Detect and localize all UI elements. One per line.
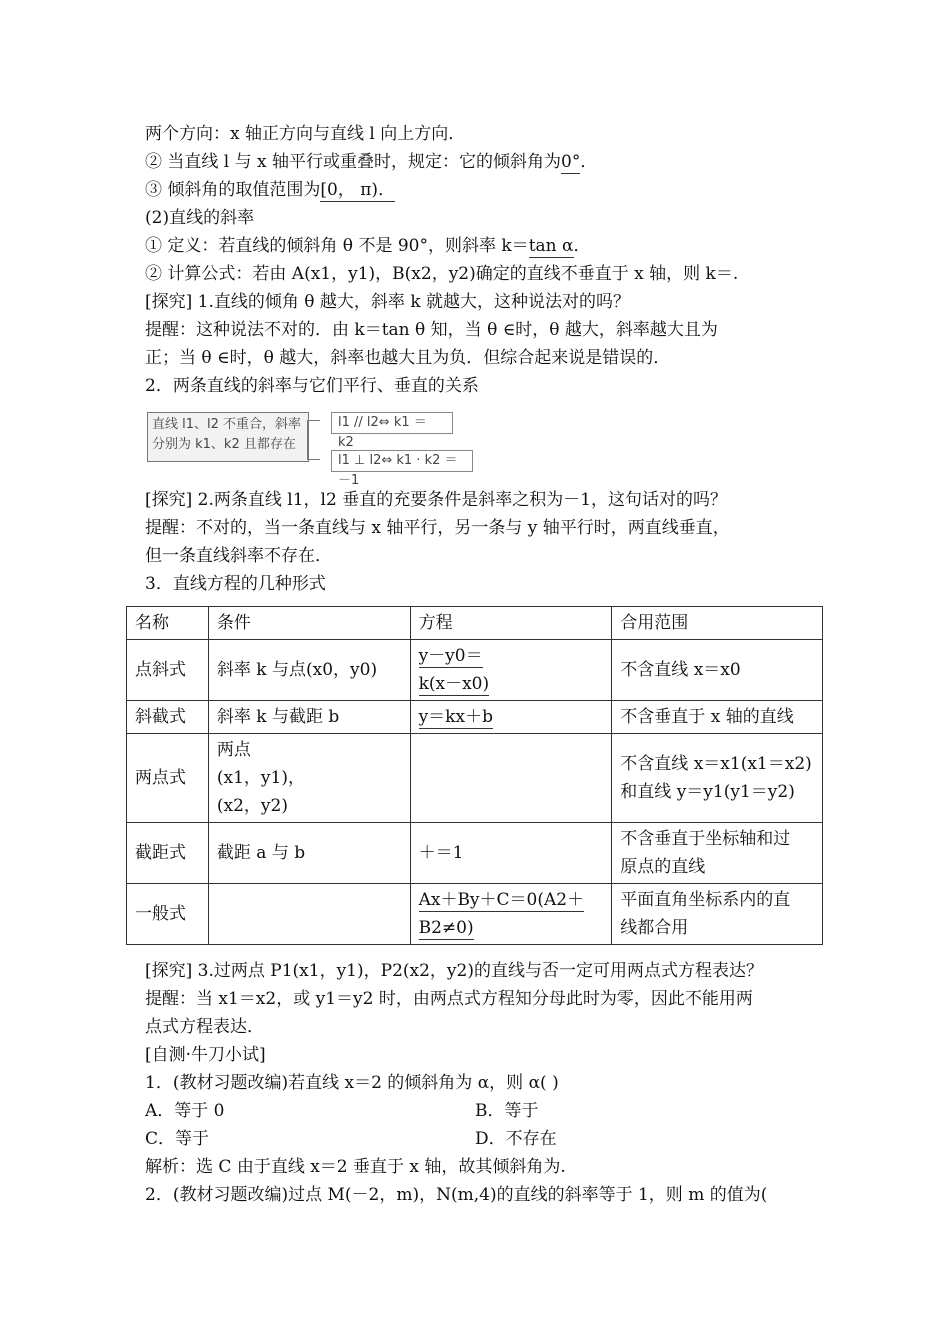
explore-question: [探究] 3.过两点 P1(x1，y1)，P2(x2，y2)的直线与否一定可用两点式方程表达？ [145, 961, 763, 981]
hint-text: 正；当 θ ∈时，θ 越大，斜率也越大且为负．但综合起来说是错误的． [145, 348, 671, 368]
option-a: A．等于 0 [145, 1101, 225, 1121]
table-header: 条件 [208, 607, 410, 640]
text-line: ② 计算公式：若由 A(x1，y1)，B(x2，y2)确定的直线不垂直于 x 轴，则 k＝. [145, 264, 739, 284]
table-row [127, 884, 823, 945]
hint-text: 点式方程表达． [145, 1017, 264, 1037]
table-row [127, 734, 823, 823]
subheading: [自测·牛刀小试] [145, 1045, 266, 1065]
table-header: 合用范围 [612, 607, 823, 640]
table-row [127, 823, 823, 884]
table-cell: 截距式 [127, 823, 209, 884]
hint-text: 提醒：不对的，当一条直线与 x 轴平行，另一条与 y 轴平行时，两直线垂直， [145, 518, 730, 538]
table-row [127, 701, 823, 734]
option-d: D．不存在 [475, 1129, 557, 1149]
table-header: 方程 [410, 607, 612, 640]
parallel-condition: l1 // l2⇔ k1 ＝ k2 [331, 412, 453, 434]
document-body [145, 120, 825, 598]
condition-box: 直线 l1、l2 不重合，斜率 分别为 k1、k2 且都存在 [147, 412, 309, 462]
text-line: 两个方向：x 轴正方向与直线 l 向上方向． [145, 124, 466, 144]
table-header: 名称 [127, 607, 209, 640]
table-cell: 斜截式 [127, 701, 209, 734]
explore-question: [探究] 1.直线的倾角 θ 越大，斜率 k 就越大，这种说法对的吗？ [145, 292, 631, 312]
hint-text: 提醒：这种说法不对的．由 k＝tan θ 知，当 θ ∈时，θ 越大，斜率越大且为 [145, 320, 718, 340]
table-cell: 斜率 k 与截距 b [208, 701, 410, 734]
table-cell [410, 734, 612, 823]
table-cell: 不含垂直于 x 轴的直线 [612, 701, 823, 734]
table-cell [208, 884, 410, 945]
table-cell: 斜率 k 与点(x0，y0) [208, 640, 410, 701]
table-cell: Ax＋By＋C＝0(A2＋ B2≠0) [410, 884, 612, 945]
hint-text: 但一条直线斜率不存在． [145, 546, 332, 566]
text-line: ③ 倾斜角的取值范围为[0， π)． [145, 180, 396, 200]
section-heading: 3．直线方程的几种形式 [145, 574, 326, 594]
option-b: B．等于 [475, 1101, 539, 1121]
table-cell: 一般式 [127, 884, 209, 945]
question-2: 2．(教材习题改编)过点 M(－2，m)，N(m,4)的直线的斜率等于 1，则 m 的值为( [145, 1185, 768, 1205]
table-cell: y－y0＝ k(x－x0) [410, 640, 612, 701]
table-cell: 截距 a 与 b [208, 823, 410, 884]
table-cell: 平面直角坐标系内的直 线都合用 [612, 884, 823, 945]
subheading: (2)直线的斜率 [145, 208, 255, 228]
table-cell: ＋＝1 [410, 823, 612, 884]
answer-blank: tan α [528, 236, 574, 256]
table-cell: 两点 (x1，y1)， (x2，y2) [208, 734, 410, 823]
text-line: ② 当直线 l 与 x 轴平行或重叠时，规定：它的倾斜角为0°． [145, 152, 598, 172]
text-line: ① 定义：若直线的倾斜角 θ 不是 90°，则斜率 k＝tan α． [145, 236, 591, 256]
explore-question: [探究] 2.两条直线 l1，l2 垂直的充要条件是斜率之积为－1，这句话对的吗？ [145, 490, 728, 510]
answer-blank: [0， π)． [320, 180, 396, 200]
table-cell: 不含直线 x＝x1(x1＝x2) 和直线 y＝y1(y1＝y2) [612, 734, 823, 823]
solution-text: 解析：选 C 由于直线 x＝2 垂直于 x 轴，故其倾斜角为. [145, 1157, 566, 1177]
table-row [127, 640, 823, 701]
options-row [145, 1125, 825, 1153]
table-cell: 两点式 [127, 734, 209, 823]
document-body-continued [145, 957, 825, 1209]
options-row [145, 1097, 825, 1125]
table-header-row [127, 607, 823, 640]
line-equation-forms-table [126, 606, 823, 945]
slope-relation-figure [145, 412, 825, 488]
answer-blank: 0° [561, 152, 581, 172]
table-cell: 不含垂直于坐标轴和过 原点的直线 [612, 823, 823, 884]
question-1: 1．(教材习题改编)若直线 x＝2 的倾斜角为 α，则 α( ) [145, 1073, 559, 1093]
option-c: C．等于 [145, 1129, 210, 1149]
perpendicular-condition: l1 ⊥ l2⇔ k1 · k2 ＝－1 [331, 450, 473, 472]
hint-text: 提醒：当 x1＝x2，或 y1＝y2 时，由两点式方程知分母此时为零，因此不能用两 [145, 989, 753, 1009]
table-cell: 点斜式 [127, 640, 209, 701]
table-cell: 不含直线 x＝x0 [612, 640, 823, 701]
bracket-connector [307, 420, 320, 460]
table-cell: y＝kx＋b [410, 701, 612, 734]
section-heading: 2．两条直线的斜率与它们平行、垂直的关系 [145, 376, 479, 396]
